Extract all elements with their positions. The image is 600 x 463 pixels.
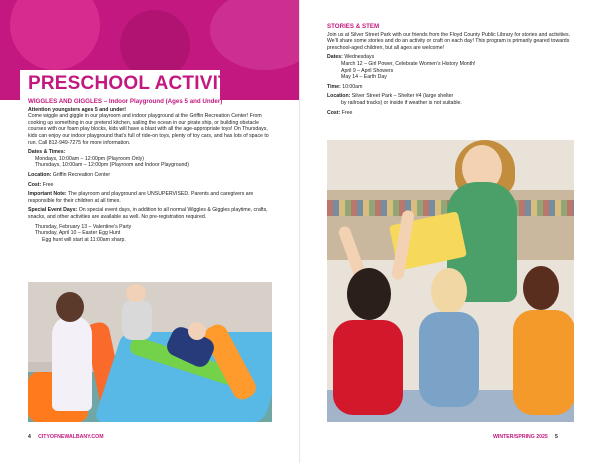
event-note: Egg hunt will start at 11:00am sharp.: [42, 236, 126, 243]
cost-value: Free: [42, 181, 54, 188]
stories-intro: Join us at Silver Street Park with our friends from the Floyd County Public Library for stories and activities. We’ll share some stories and do an activity or craft on each day! This program is primarily geared towards preschool-aged children, but all ages are welcome!: [327, 31, 571, 51]
cost-label: Cost:: [28, 181, 42, 188]
date-line: Mondays, 10:00am – 12:00pm (Playroom Only): [35, 155, 144, 162]
special-label: Special Event Days:: [28, 207, 78, 214]
section-title-stories: STORIES & STEM: [327, 23, 380, 30]
page-number: 4: [28, 434, 31, 440]
banner-shape: [210, 0, 300, 70]
time-value: 10:00am: [342, 83, 363, 90]
banner-shape: [10, 0, 100, 70]
child-figure: [333, 320, 403, 415]
location-value-continued: by railroad tracks) or inside if weather is not suitable.: [341, 99, 462, 106]
important-value: The playroom and playground are UNSUPERVISED. Parents and caregivers are responsible for their children at all times.: [28, 191, 254, 204]
child-head: [523, 266, 559, 310]
dates-label: Dates:: [327, 54, 343, 61]
playground-photo: [28, 282, 272, 422]
location-value: Silver Street Park – Shelter #4 (large shelter: [351, 93, 454, 100]
storytime-photo: [327, 140, 574, 422]
page-title: PRESCHOOL ACTIVITIES: [28, 73, 262, 94]
child-head: [431, 268, 467, 314]
left-content: [28, 99, 278, 243]
website-link[interactable]: CITYOFNEWALBANY.COM: [38, 434, 104, 440]
time-row: [327, 84, 577, 91]
location-row: [327, 93, 577, 100]
date-line: May 14 – Earth Day: [341, 74, 387, 81]
location-label: Location:: [327, 93, 351, 100]
cost-row: [327, 110, 577, 117]
attention-line: Attention youngsters ages 5 and under!: [28, 106, 126, 113]
dates-row: [327, 54, 577, 61]
special-value: On special event days, in addition to all normal Wiggles & Giggles playtime, crafts, snacks, and other activities are available as well. No pre-registration required.: [28, 207, 268, 220]
dates-label: Dates & Times:: [28, 149, 66, 156]
child-figure: [52, 316, 92, 411]
special-events: [28, 207, 278, 220]
event-line: Thursday, April 10 – Easter Egg Hunt: [35, 230, 121, 237]
dates-value: Wednesdays: [344, 54, 375, 61]
season-label: WINTER/SPRING 2025: [493, 434, 548, 440]
location-label: Location:: [28, 171, 52, 178]
right-footer: [493, 434, 558, 440]
child-head: [188, 322, 206, 340]
event-line: Thursday, February 13 – Valentine's Party: [35, 223, 132, 230]
time-label: Time:: [327, 83, 341, 90]
important-note: [28, 191, 278, 204]
right-content: [327, 24, 577, 116]
date-line: Thursdays, 10:00am – 12:00pm (Playroom and Indoor Playground): [35, 162, 189, 169]
left-footer: [28, 434, 104, 440]
child-head: [126, 284, 146, 302]
section-title-wiggles: WIGGLES AND GIGGLES – Indoor Playground (Ages 5 and Under): [28, 98, 223, 105]
date-line: April 9 – April Showers: [341, 67, 394, 74]
child-figure: [513, 310, 574, 415]
date-line: March 12 – Girl Power, Celebrate Women’s History Month!: [341, 60, 476, 67]
child-figure: [122, 300, 152, 340]
page-number: 5: [555, 434, 558, 440]
child-head: [347, 268, 391, 320]
cost-label: Cost:: [327, 109, 341, 116]
wiggles-intro: Come wiggle and giggle in our playroom and indoor playground at the Griffin Recreation Center! From cooking up something in our pretend kitchen, sailing the ocean in our pirate ship, or building obstacle courses with our foam play blocks, kids will have a blast with all the age-appropriate toys! On Thursdays, kids can enjoy our indoor playground that’s full of ride-on toys, plenty of toy cars, and has lots of space to run. Call 812-949-7275 for more information.: [28, 113, 269, 146]
location-value: Griffin Recreation Center: [52, 171, 111, 178]
cost-value: Free: [341, 109, 353, 116]
child-figure: [419, 312, 479, 407]
child-head: [56, 292, 84, 322]
important-label: Important Note:: [28, 191, 67, 198]
location-row: [28, 172, 278, 179]
cost-row: [28, 182, 278, 189]
